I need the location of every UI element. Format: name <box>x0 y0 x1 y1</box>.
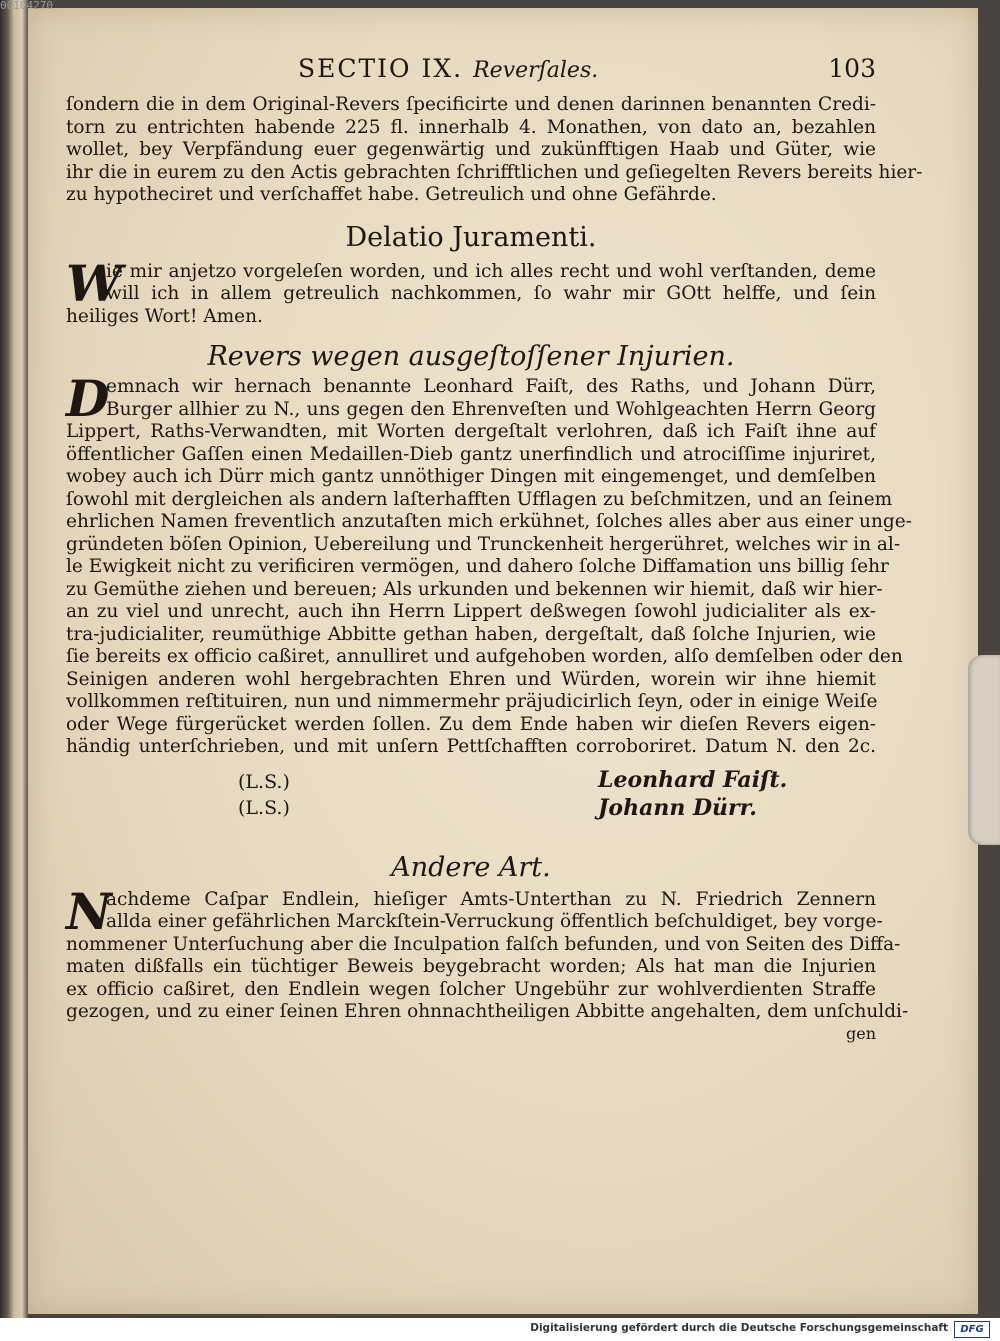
text-line: ie mir anjetzo vorgeleſen worden, und ich alles recht und wohl verſtanden, deme <box>106 260 876 282</box>
text-line: zu hypotheciret und verſchaffet habe. Getreulich und ohne Gefährde. <box>66 184 717 205</box>
text-line: ihr die in eurem zu den Actis gebrachten ſchrifftlichen und geſiegelten Revers bereits hier- <box>66 161 923 183</box>
seal-mark: (L.S.) <box>238 796 290 819</box>
text-line: händig unterſchrieben, und mit unſern Pettſchafften corroboriret. Datum N. den 2c. <box>66 736 876 757</box>
text-line: öffentlicher Gaſſen einen Medaillen-Dieb gantz unerfindlich und atrociſſime injuriret, <box>66 443 876 465</box>
footer-strip <box>0 1318 1000 1341</box>
text-line: Lippert, Raths-Verwandten, mit Worten dergeſtalt verlohren, daß ich Faiſt ihne auf <box>66 421 876 442</box>
scan-id: 00104270 <box>0 0 53 12</box>
seal-mark: (L.S.) <box>238 770 290 793</box>
previous-page-edge <box>0 0 28 1318</box>
drop-cap: D <box>66 369 110 428</box>
text-line: Burger allhier zu N., uns gegen den Ehrenveſten und Wohlgeachten Herrn Georg <box>106 398 876 420</box>
heading-revers: Revers wegen ausgeſtoſſener Injurien. <box>207 341 735 372</box>
running-head <box>66 50 876 94</box>
page-clip <box>968 655 1000 845</box>
text-line: an zu viel und unrecht, auch ihn Herrn Lippert deßwegen ſowohl judicialiter als ex- <box>66 601 876 622</box>
text-line: wollet, bey Verpfändung euer gegenwärtig und zukünfftigen Haab und Güter, wie <box>66 139 876 160</box>
text-line: tra-judicialiter, reumüthige Abbitte gethan haben, dergeſtalt, daß ſolche Injurien, wie <box>66 623 876 645</box>
text-line: zu Gemüthe ziehen und bereuen; Als urkunden und bekennen wir hiemit, daß wir hier- <box>66 578 883 600</box>
text-line: heiliges Wort! Amen. <box>66 305 263 327</box>
running-head-title <box>298 54 598 83</box>
catchword: gen <box>845 1023 876 1043</box>
text-line: torn zu entrichten habende 225 fl. innerhalb 4. Monathen, von dato an, bezahlen <box>66 116 876 138</box>
text-line: gründeten böſen Opinion, Uebereilung und Trunckenheit hergerühret, welches wir in al- <box>66 533 901 555</box>
funding-credit: Digitalisierung gefördert durch die Deutsche Forschungsgemeinschaft <box>530 1322 948 1334</box>
text-line: ſondern die in dem Original-Revers ſpecificirte und denen darinnen benannten Credi- <box>66 94 876 115</box>
drop-cap: W <box>66 253 123 313</box>
paragraph-continuation <box>66 94 923 207</box>
heading-andere-art: Andere Art. <box>391 851 551 883</box>
section-label: SECTIO IX. <box>298 54 464 83</box>
text-line: ex officio caßiret, den Endlein wegen ſolcher Ungebühr zur wohlverdienten Straffe <box>66 978 876 1000</box>
catchword-row <box>66 1024 876 1046</box>
text-line: will ich in allem getreulich nachkommen, ſo wahr mir GOtt helffe, und ſein <box>106 283 876 304</box>
section-subtitle: Reverſales. <box>473 58 599 83</box>
text-line: ſie bereits ex officio caßiret, annulliret und aufgehoben worden, alſo demſelben oder den <box>66 646 903 667</box>
drop-cap: N <box>66 881 112 941</box>
signature-block <box>66 765 876 829</box>
text-line: achdeme Caſpar Endlein, hieſiger Amts-Unterthan zu N. Friedrich Zennern <box>106 888 876 910</box>
text-line: ſowohl mit dergleichen als andern laſterhafften Ufflagen zu beſchmitzen, und an ſeinem <box>66 488 893 510</box>
text-line: vollkommen reſtituiren, nun und nimmermehr präjudicirlich ſeyn, oder in einige Weiſe <box>66 691 878 712</box>
paragraph-delatio <box>66 253 876 329</box>
text-line: wobey auch ich Dürr mich gantz unnöthiger Dingen mit eingemenget, und demſelben <box>66 466 876 487</box>
paragraph-revers <box>66 369 912 759</box>
signatory-name: Johann Dürr. <box>598 794 757 821</box>
heading-delatio: Delatio Juramenti. <box>345 221 597 253</box>
dfg-logo: DFG <box>954 1321 990 1338</box>
page-text <box>66 50 923 1046</box>
text-line: emnach wir hernach benannte Leonhard Faiſt, des Raths, und Johann Dürr, <box>106 376 876 397</box>
text-line: gezogen, und zu einer ſeinen Ehren ohnnachtheiligen Abbitte angehalten, dem unſchuldi- <box>66 1001 909 1022</box>
text-line: ehrlichen Namen freventlich anzutaſten mich erkühnet, ſolches alles aber aus einer unge- <box>66 511 912 532</box>
text-line: le Ewigkeit nicht zu verificiren vermögen, und dahero ſolche Diffamation uns billig ſehr <box>66 556 889 577</box>
text-line: oder Wege fürgerücket werden ſollen. Zu dem Ende haben wir dieſen Revers eigen- <box>66 713 876 735</box>
signatory-name: Leonhard Faiſt. <box>598 766 788 793</box>
text-line: maten dißfalls ein tüchtiger Beweis beygebracht worden; Als hat man die Injurien <box>66 956 876 977</box>
page-number: 103 <box>828 54 876 83</box>
text-line: allda einer gefährlichen Marckſtein-Verruckung öffentlich beſchuldiget, bey vorge- <box>106 911 883 932</box>
paragraph-andere <box>66 881 909 1046</box>
text-line: nommener Unterſuchung aber die Inculpation falſch befunden, und von Seiten des Diffa- <box>66 933 901 955</box>
text-line: Seinigen anderen wohl hergebrachten Ehren und Würden, worein wir ihne hiemit <box>66 668 876 690</box>
